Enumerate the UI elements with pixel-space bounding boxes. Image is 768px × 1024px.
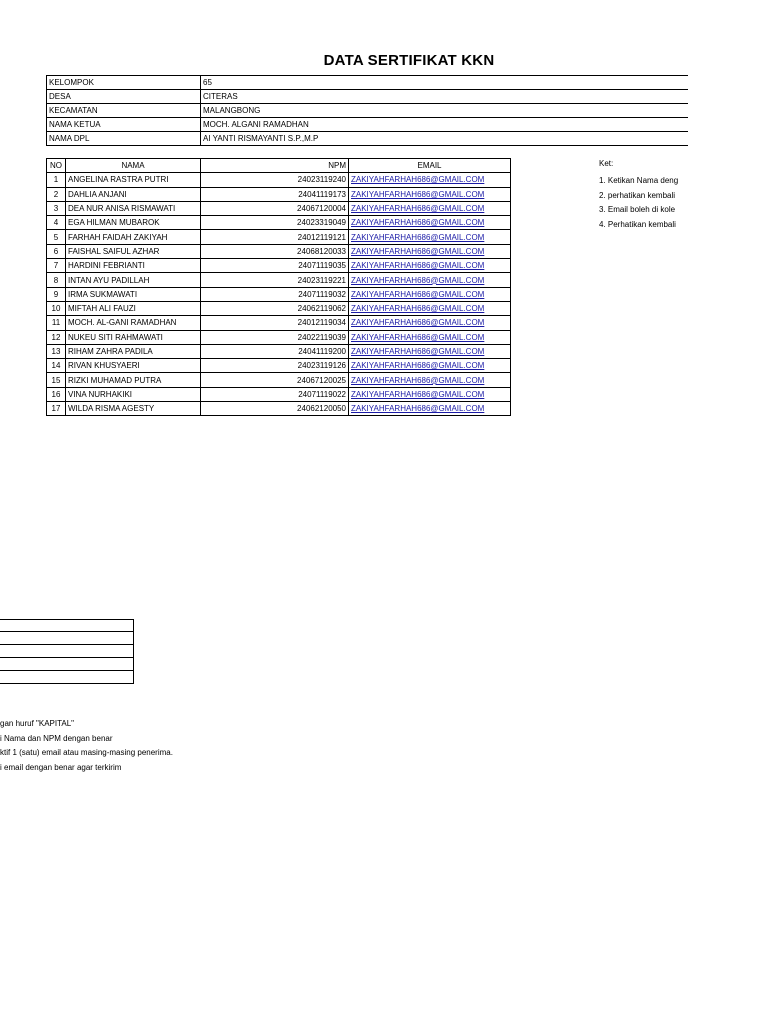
note-line: ktif 1 (satu) email atau masing-masing penerima.	[0, 748, 173, 757]
empty-cell[interactable]	[0, 645, 134, 658]
notes-overflow	[0, 717, 400, 775]
cell-npm[interactable]: 24062120050	[201, 402, 349, 416]
cell-email[interactable]: ZAKIYAHFARHAH686@GMAIL.COM	[349, 402, 511, 416]
cell-email[interactable]: ZAKIYAHFARHAH686@GMAIL.COM	[349, 359, 511, 373]
table-row	[47, 301, 511, 315]
empty-cell[interactable]	[0, 658, 134, 671]
note-line: i email dengan benar agar terkirim	[0, 762, 122, 772]
participants-table	[46, 158, 511, 416]
cell-no: 16	[47, 387, 66, 401]
cell-no: 11	[47, 316, 66, 330]
note-line: gan huruf "KAPITAL"	[0, 719, 75, 728]
table-row	[47, 287, 511, 301]
info-value[interactable]: 65	[200, 76, 688, 89]
ket-line: 3. Email boleh di kole	[599, 205, 676, 214]
empty-cell[interactable]	[0, 671, 134, 684]
cell-npm[interactable]: 24023319049	[201, 216, 349, 230]
cell-email[interactable]: ZAKIYAHFARHAH686@GMAIL.COM	[349, 287, 511, 301]
cell-email[interactable]: ZAKIYAHFARHAH686@GMAIL.COM	[349, 301, 511, 315]
cell-nama[interactable]: DEA NUR ANISA RISMAWATI	[66, 201, 201, 215]
table-row	[47, 244, 511, 258]
cell-no: 9	[47, 287, 66, 301]
cell-no: 17	[47, 402, 66, 416]
info-label: NAMA DPL	[46, 132, 200, 145]
cell-npm[interactable]: 24071119022	[201, 387, 349, 401]
cell-nama[interactable]: RIZKI MUHAMAD PUTRA	[66, 373, 201, 387]
cell-npm[interactable]: 24012119121	[201, 230, 349, 244]
cell-email[interactable]: ZAKIYAHFARHAH686@GMAIL.COM	[349, 244, 511, 258]
table-row	[47, 387, 511, 401]
cell-email[interactable]: ZAKIYAHFARHAH686@GMAIL.COM	[349, 330, 511, 344]
cell-nama[interactable]: IRMA SUKMAWATI	[66, 287, 201, 301]
info-label: KELOMPOK	[46, 76, 200, 89]
cell-npm[interactable]: 24062119062	[201, 301, 349, 315]
table-row	[47, 359, 511, 373]
cell-no: 13	[47, 344, 66, 358]
cell-nama[interactable]: EGA HILMAN MUBAROK	[66, 216, 201, 230]
header-nama: NAMA	[66, 159, 201, 173]
cell-nama[interactable]: FAISHAL SAIFUL AZHAR	[66, 244, 201, 258]
cell-no: 8	[47, 273, 66, 287]
cell-nama[interactable]: RIHAM ZAHRA PADILA	[66, 344, 201, 358]
info-block	[46, 75, 688, 146]
cell-nama[interactable]: ANGELINA RASTRA PUTRI	[66, 173, 201, 187]
cell-npm[interactable]: 24067120025	[201, 373, 349, 387]
info-value[interactable]: AI YANTI RISMAYANTI S.P.,M.P	[200, 132, 688, 145]
info-row-desa	[46, 90, 688, 104]
info-row-nama-dpl	[46, 132, 688, 146]
cell-nama[interactable]: FARHAH FAIDAH ZAKIYAH	[66, 230, 201, 244]
cell-npm[interactable]: 24067120004	[201, 201, 349, 215]
info-value[interactable]: MALANGBONG	[200, 104, 688, 117]
empty-grid	[0, 619, 134, 684]
table-row	[47, 187, 511, 201]
empty-cell[interactable]	[0, 619, 134, 632]
cell-email[interactable]: ZAKIYAHFARHAH686@GMAIL.COM	[349, 259, 511, 273]
table-body	[47, 173, 511, 416]
cell-npm[interactable]: 24041119173	[201, 187, 349, 201]
table-header-row	[47, 159, 511, 173]
cell-nama[interactable]: RIVAN KHUSYAERI	[66, 359, 201, 373]
table-row	[47, 273, 511, 287]
cell-email[interactable]: ZAKIYAHFARHAH686@GMAIL.COM	[349, 316, 511, 330]
cell-npm[interactable]: 24071119032	[201, 287, 349, 301]
cell-email[interactable]: ZAKIYAHFARHAH686@GMAIL.COM	[349, 230, 511, 244]
cell-nama[interactable]: MIFTAH ALI FAUZI	[66, 301, 201, 315]
empty-cell[interactable]	[0, 632, 134, 645]
cell-no: 1	[47, 173, 66, 187]
cell-npm[interactable]: 24068120033	[201, 244, 349, 258]
table-row	[47, 259, 511, 273]
ket-line: 1. Ketikan Nama deng	[599, 176, 679, 185]
table-row	[47, 173, 511, 187]
cell-no: 12	[47, 330, 66, 344]
cell-email[interactable]: ZAKIYAHFARHAH686@GMAIL.COM	[349, 273, 511, 287]
cell-npm[interactable]: 24023119240	[201, 173, 349, 187]
cell-no: 4	[47, 216, 66, 230]
cell-no: 7	[47, 259, 66, 273]
cell-nama[interactable]: MOCH. AL-GANI RAMADHAN	[66, 316, 201, 330]
cell-no: 15	[47, 373, 66, 387]
page-title: DATA SERTIFIKAT KKN	[323, 52, 495, 69]
cell-nama[interactable]: NUKEU SITI RAHMAWATI	[66, 330, 201, 344]
ket-line: 4. Perhatikan kembali	[599, 219, 676, 229]
header-email: EMAIL	[349, 159, 511, 173]
cell-email[interactable]: ZAKIYAHFARHAH686@GMAIL.COM	[349, 201, 511, 215]
cell-no: 10	[47, 301, 66, 315]
cell-npm[interactable]: 24041119200	[201, 344, 349, 358]
info-row-nama-ketua	[46, 118, 688, 132]
cell-no: 3	[47, 201, 66, 215]
cell-no: 6	[47, 244, 66, 258]
table-row	[47, 316, 511, 330]
header-npm: NPM	[201, 159, 349, 173]
cell-nama[interactable]: WILDA RISMA AGESTY	[66, 402, 201, 416]
table-row	[47, 402, 511, 416]
info-row-kecamatan	[46, 104, 688, 118]
cell-no: 14	[47, 359, 66, 373]
info-value[interactable]: MOCH. ALGANI RAMADHAN	[200, 118, 688, 131]
ket-title: Ket:	[599, 159, 614, 168]
cell-email[interactable]: ZAKIYAHFARHAH686@GMAIL.COM	[349, 216, 511, 230]
cell-npm[interactable]: 24071119035	[201, 259, 349, 273]
table-row	[47, 330, 511, 344]
table-row	[47, 216, 511, 230]
cell-no: 5	[47, 230, 66, 244]
cell-email[interactable]: ZAKIYAHFARHAH686@GMAIL.COM	[349, 187, 511, 201]
info-row-kelompok	[46, 76, 688, 90]
info-label: KECAMATAN	[46, 104, 200, 117]
info-label: DESA	[46, 90, 200, 103]
ket-notes	[599, 159, 768, 232]
cell-nama[interactable]: HARDINI FEBRIANTI	[66, 259, 201, 273]
cell-no: 2	[47, 187, 66, 201]
info-value[interactable]: CITERAS	[200, 90, 688, 103]
cell-email[interactable]: ZAKIYAHFARHAH686@GMAIL.COM	[349, 173, 511, 187]
cell-nama[interactable]: VINA NURHAKIKI	[66, 387, 201, 401]
ket-line: 2. perhatikan kembali	[599, 190, 676, 200]
table-row	[47, 201, 511, 215]
header-no: NO	[47, 159, 66, 173]
note-line: i Nama dan NPM dengan benar	[0, 733, 113, 743]
table-row	[47, 344, 511, 358]
cell-email[interactable]: ZAKIYAHFARHAH686@GMAIL.COM	[349, 373, 511, 387]
cell-npm[interactable]: 24012119034	[201, 316, 349, 330]
table-row	[47, 230, 511, 244]
cell-nama[interactable]: INTAN AYU PADILLAH	[66, 273, 201, 287]
cell-email[interactable]: ZAKIYAHFARHAH686@GMAIL.COM	[349, 387, 511, 401]
cell-email[interactable]: ZAKIYAHFARHAH686@GMAIL.COM	[349, 344, 511, 358]
info-label: NAMA KETUA	[46, 118, 200, 131]
cell-npm[interactable]: 24023119126	[201, 359, 349, 373]
cell-nama[interactable]: DAHLIA ANJANI	[66, 187, 201, 201]
cell-npm[interactable]: 24022119039	[201, 330, 349, 344]
cell-npm[interactable]: 24023119221	[201, 273, 349, 287]
table-row	[47, 373, 511, 387]
